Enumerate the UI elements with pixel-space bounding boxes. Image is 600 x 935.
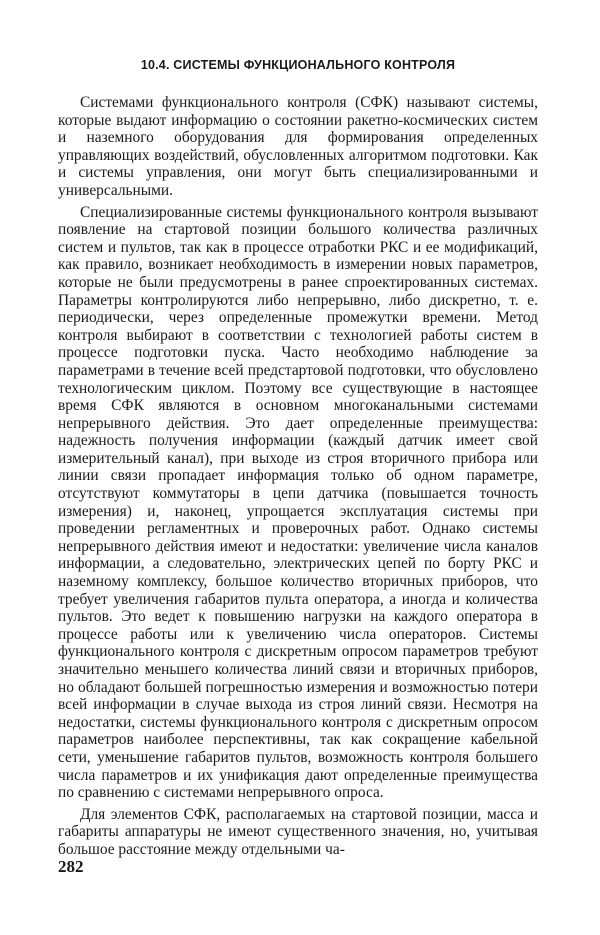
paragraph-1: Системами функционального контроля (СФК) называют системы, которые выдают информацию о состоянии ракетно-космических систем и наземного оборудования для формирования определенных управляющих воздействий, обусловленных алгоритмом подготовки. Как и системы управления, они могут быть специализированными и универсальными.: [58, 94, 538, 199]
page-number: 282: [58, 857, 84, 876]
paragraph-2: Специализированные системы функционального контроля вызывают появление на стартовой позиции большого количества различных систем и пультов, так как в процессе отработки РКС и ее модификаций, как правило, возникает необходимость в измерении новых параметров, которые не были предусмотрены в ранее спроектированных системах. Параметры контролируются либо непрерывно, либо дискретно, т. е. периодически, через определенные промежутки времени. Метод контроля выбирают в соответствии с технологией работы систем в процессе подготовки пуска. Часто необходимо наблюдение за параметрами в течение всей предстартовой подготовки, что обусловлено технологическим циклом. Поэтому все существующие в настоящее время СФК являются в основном многоканальными системами непрерывного действия. Это дает определенные преимущества: надежность получения информации (каждый датчик имеет свой измерительный канал), при выходе из строя вторичного прибора или линии связи пропадает информация только об одном параметре, отсутствуют коммутаторы в цепи датчика (повышается точность измерения) и, наконец, упрощается эксплуатация системы при проведении регламентных и проверочных работ. Однако системы непрерывного действия имеют и недостатки: увеличение числа каналов информации, а следовательно, электрических цепей по борту РКС и наземному комплексу, большое количество вторичных приборов, что требует увеличения габаритов пульта оператора, а иногда и количества пультов. Это ведет к повышению нагрузки на каждого оператора в процессе работы или к увеличению числа операторов. Системы функционального контроля с дискретным опросом параметров требуют значительно меньшего количества линий связи и вторичных приборов, но обладают большей погрешностью измерения и возможностью потери всей информации в случае выхода из строя линий связи. Несмотря на недостатки, системы функционального контроля с дискретным опросом параметров наиболее перспективны, так как сокращение кабельной сети, уменьшение габаритов пультов, возможность контроля большего числа параметров и их унификация дают определенные преимущества по сравнению с системами непрерывного опроса.: [58, 203, 538, 802]
section-heading: 10.4. СИСТЕМЫ ФУНКЦИОНАЛЬНОГО КОНТРОЛЯ: [140, 58, 456, 72]
paragraph-3: Для элементов СФК, располагаемых на стартовой позиции, масса и габариты аппаратуры не имеют существенного значения, но, учитывая большое расстояние между отдельными ча-: [58, 805, 538, 858]
page-body: [58, 50, 538, 863]
